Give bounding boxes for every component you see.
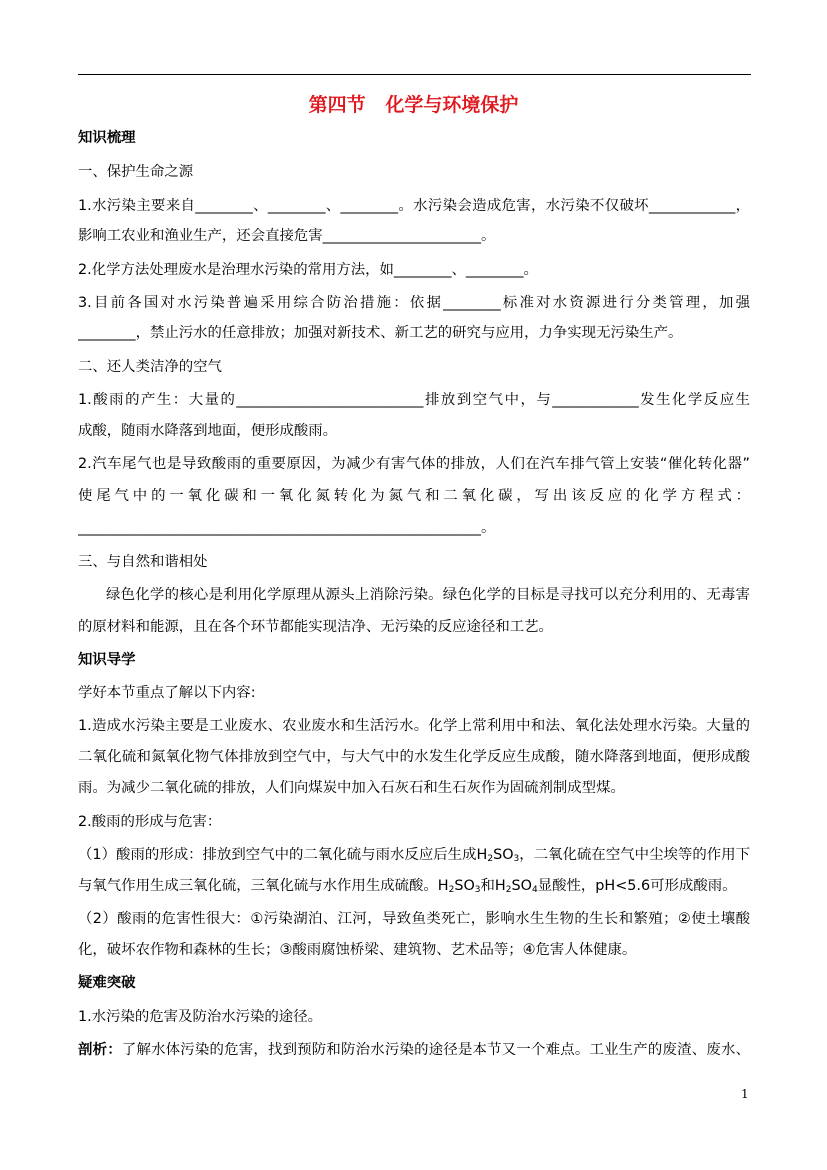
part3-heading: 三、与自然和谐相处	[78, 554, 208, 570]
part2-q2-line2: 使尾气中的一氧化碳和一氧化氮转化为氮气和二氧化碳，写出该反应的化学方程式：	[78, 488, 750, 504]
section-heading-difficulty: 疑难突破	[78, 975, 136, 991]
guide-p1-line2: 二氧化硫和氮氧化物气体排放到空气中，与大气中的水发生化学反应生成酸，随水降落到地面，便形成酸	[78, 749, 750, 765]
guide-p2-heading: 2.酸雨的形成与危害：	[78, 814, 222, 830]
section-heading-knowledge-review: 知识梳理	[78, 130, 136, 146]
part2-q1-line2: 成酸，随雨水降落到地面，便形成酸雨。	[78, 423, 338, 439]
analysis-text: 了解水体污染的危害，找到预防和防治水污染的途径是本节又一个难点。工业生产的废渣、废水、	[121, 1042, 750, 1058]
part2-q2-line3: ________________________________________________________。	[78, 520, 496, 536]
guide-p2b-line1: （2）酸雨的危害性很大：①污染湖泊、江河，导致鱼类死亡，影响水生生物的生长和繁殖；②使土壤酸	[78, 911, 750, 927]
part2-heading: 二、还人类洁净的空气	[78, 359, 222, 375]
header-rule	[78, 74, 751, 75]
part1-q2: 2.化学方法处理废水是治理水污染的常用方法，如________、________。	[78, 262, 538, 278]
part1-q1-line1: 1.水污染主要来自________、________、________。水污染会造成危害，水污染不仅破坏____________，	[78, 198, 750, 214]
analysis-label: 剖析：	[78, 1042, 122, 1058]
guide-p1-line3: 雨。为减少二氧化硫的排放，人们向煤炭中加入石灰石和生石灰作为固硫剂制成型煤。	[78, 780, 625, 796]
part1-heading: 一、保护生命之源	[78, 164, 194, 180]
part2-q2-line1: 2.汽车尾气也是导致酸雨的重要原因，为减少有害气体的排放，人们在汽车排气管上安装“催化转化器”	[78, 456, 750, 472]
part3-paragraph-line2: 的原材料和能源，且在各个环节都能实现洁净、无污染的反应途径和工艺。	[78, 619, 553, 635]
part1-q1-line2: 影响工农业和渔业生产，还会直接危害______________________。	[78, 228, 496, 244]
difficulty-q1: 1.水污染的危害及防治水污染的途径。	[78, 1009, 322, 1025]
guide-p1-line1: 1.造成水污染主要是工业废水、农业废水和生活污水。化学上常利用中和法、氧化法处理水污染。大量的	[78, 718, 750, 734]
page-title: 第四节 化学与环境保护	[308, 94, 519, 116]
page-number: 1	[741, 1087, 749, 1101]
difficulty-analysis	[78, 1040, 750, 1060]
part1-q3-line1: 3.目前各国对水污染普遍采用综合防治措施：依据________标准对水资源进行分类管理，加强	[78, 295, 750, 311]
part2-q1-line1: 1.酸雨的产生：大量的__________________________排放到空气中，与____________发生化学反应生	[78, 392, 750, 408]
guide-intro: 学好本节重点了解以下内容:	[78, 685, 256, 701]
part3-paragraph-line1: 绿色化学的核心是利用化学原理从源头上消除污染。绿色化学的目标是寻找可以充分利用的、无毒害	[106, 587, 750, 603]
section-heading-knowledge-guide: 知识导学	[78, 652, 136, 668]
guide-p2a-line2: 与氧气作用生成三氧化硫，三氧化硫与水作用生成硫酸。$H_2SO_3$和$H_2SO_4$显酸性，pH<5.6可形成酸雨。	[78, 878, 737, 895]
guide-p2b-line2: 化，破坏农作物和森林的生长；③酸雨腐蚀桥梁、建筑物、艺术品等；④危害人体健康。	[78, 942, 637, 958]
part1-q3-line2: ________，禁止污水的任意排放；加强对新技术、新工艺的研究与应用，力争实现无污染生产。	[78, 325, 683, 341]
guide-p2a-line1: （1）酸雨的形成：排放到空气中的二氧化硫与雨水反应后生成$H_2SO_3$，二氧化硫在空气中尘埃等的作用下	[78, 847, 750, 864]
